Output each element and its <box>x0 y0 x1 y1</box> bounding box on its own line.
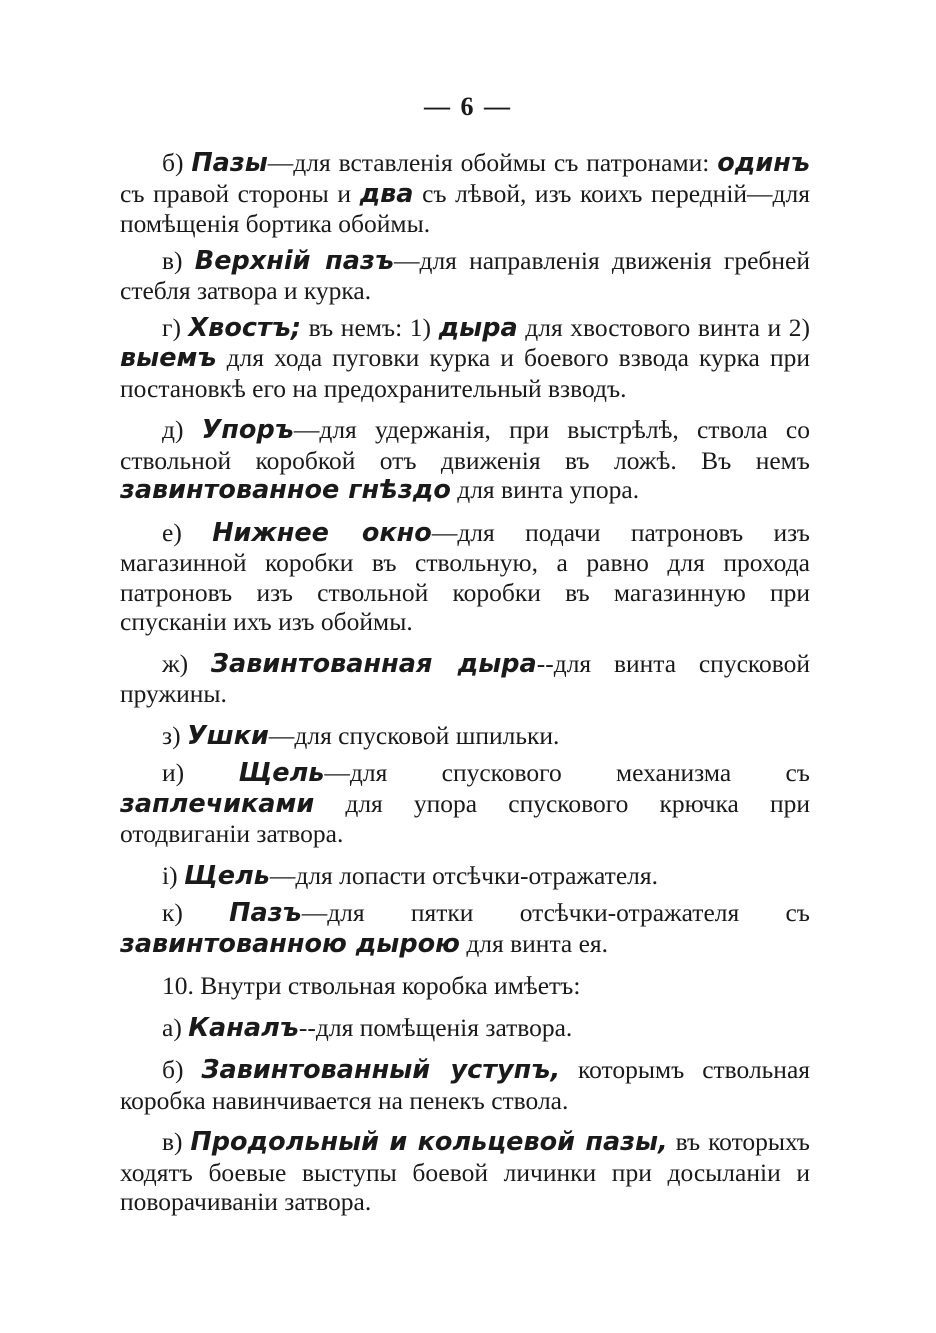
paragraph <box>120 148 810 239</box>
paragraph-marker: в) <box>162 1127 183 1156</box>
paragraph <box>120 898 810 959</box>
term-emphasis: Щель <box>183 860 270 891</box>
term-emphasis: Упоръ <box>201 415 294 445</box>
paragraph-marker: д) <box>162 415 184 444</box>
paragraph <box>120 518 810 637</box>
paragraph-marker: и) <box>162 758 185 787</box>
term-emphasis: одинъ <box>717 148 811 178</box>
paragraph <box>120 313 810 404</box>
paragraph <box>120 1055 810 1115</box>
term-emphasis: выемъ <box>120 343 217 373</box>
paragraph <box>120 1013 810 1044</box>
body-text-run: которымъ ствольная коробка навинчивается на пенекъ ствола. <box>120 1055 810 1115</box>
body-text-run: —для подачи патроновъ изъ магазинной коробки въ ствольную, а равно для прохода патроновъ изъ ствольной коробки въ магазинную при спусканіи ихъ изъ обоймы. <box>120 517 810 636</box>
paragraph-marker: к) <box>162 898 183 927</box>
paragraph <box>120 415 810 506</box>
paragraph <box>120 246 810 306</box>
body-text <box>120 148 810 1224</box>
term-emphasis: завинтованною дырою <box>120 928 460 959</box>
term-emphasis: Продольный и кольцевой пазы, <box>190 1127 668 1157</box>
term-emphasis: Пазы <box>191 148 268 178</box>
page-number: — 6 — <box>424 92 512 121</box>
paragraph <box>120 971 810 1001</box>
paragraph-marker: в) <box>162 245 183 275</box>
body-text-run: Внутри ствольная коробка имѣетъ: <box>200 971 581 1000</box>
paragraph-marker: ж) <box>162 648 189 678</box>
paragraph-marker: е) <box>162 517 182 547</box>
body-text-run: —для вставленія обоймы съ патронами: <box>267 148 718 177</box>
paragraph <box>120 758 810 849</box>
paragraph-marker: б) <box>162 1055 184 1084</box>
paragraph <box>120 649 810 709</box>
body-text-run: съ лѣвой, изъ коихъ передній—для помѣщенія бортика обоймы. <box>120 178 810 238</box>
body-text-run: въ которыхъ ходятъ боевые выступы боевой личинки при досыланіи и поворачиваніи затвора. <box>120 1127 810 1216</box>
term-emphasis: завинтованное гнѣздо <box>120 475 451 505</box>
body-text-run: для винта упора. <box>450 475 640 504</box>
term-emphasis: Щель <box>238 758 325 788</box>
term-emphasis: Завинтованная дыра <box>210 648 537 679</box>
paragraph-marker: і) <box>162 860 178 890</box>
body-text-run: —для пятки отсѣчки-отражателя съ <box>301 898 810 927</box>
paragraph <box>120 861 810 892</box>
body-text-run: —для спускового механизма съ <box>324 758 810 787</box>
term-emphasis: заплечиками <box>120 788 315 819</box>
body-text-run: для хода пуговки курка и боевого взвода курка при постановкѣ его на предохранительный взводъ. <box>120 343 810 403</box>
paragraph <box>120 1127 810 1217</box>
paragraph-marker: 10. <box>162 971 194 1000</box>
term-emphasis: Нижнее окно <box>212 517 432 548</box>
term-emphasis: Хвостъ; <box>188 312 302 343</box>
paragraph-marker: з) <box>162 720 181 750</box>
body-text-run: —для лопасти отсѣчки-отражателя. <box>269 860 658 890</box>
paragraph-marker: г) <box>162 312 181 342</box>
body-text-run: —для направленія движенія гребней стебля затвора и курка. <box>120 245 810 305</box>
body-text-run: --для винта спусковой пружины. <box>120 648 810 708</box>
paragraph-marker: б) <box>162 148 184 177</box>
term-emphasis: Верхній пазъ <box>194 245 394 276</box>
body-text-run: съ правой стороны и <box>120 178 360 208</box>
body-text-run: —для спусковой шпильки. <box>268 720 560 750</box>
term-emphasis: два <box>359 178 414 209</box>
term-emphasis: дыра <box>438 312 518 343</box>
term-emphasis: Завинтованный уступъ, <box>201 1055 561 1085</box>
term-emphasis: Ушки <box>186 720 269 751</box>
body-text-run: —для удержанія, при выстрѣлѣ, ствола со ствольной коробкой отъ движенія въ ложѣ. Въ немъ <box>120 415 810 475</box>
paragraph-marker: а) <box>162 1012 182 1042</box>
body-text-run: --для помѣщенія затвора. <box>298 1012 573 1042</box>
term-emphasis: Пазъ <box>229 898 302 928</box>
paragraph <box>120 721 810 752</box>
body-text-run: въ немъ: 1) <box>301 312 439 342</box>
body-text-run: для винта ея. <box>459 928 609 958</box>
body-text-run: для упора спускового крючка при отодвиганіи затвора. <box>120 788 810 848</box>
term-emphasis: Каналъ <box>188 1012 299 1043</box>
body-text-run: для хвостового винта и 2) <box>517 312 810 342</box>
